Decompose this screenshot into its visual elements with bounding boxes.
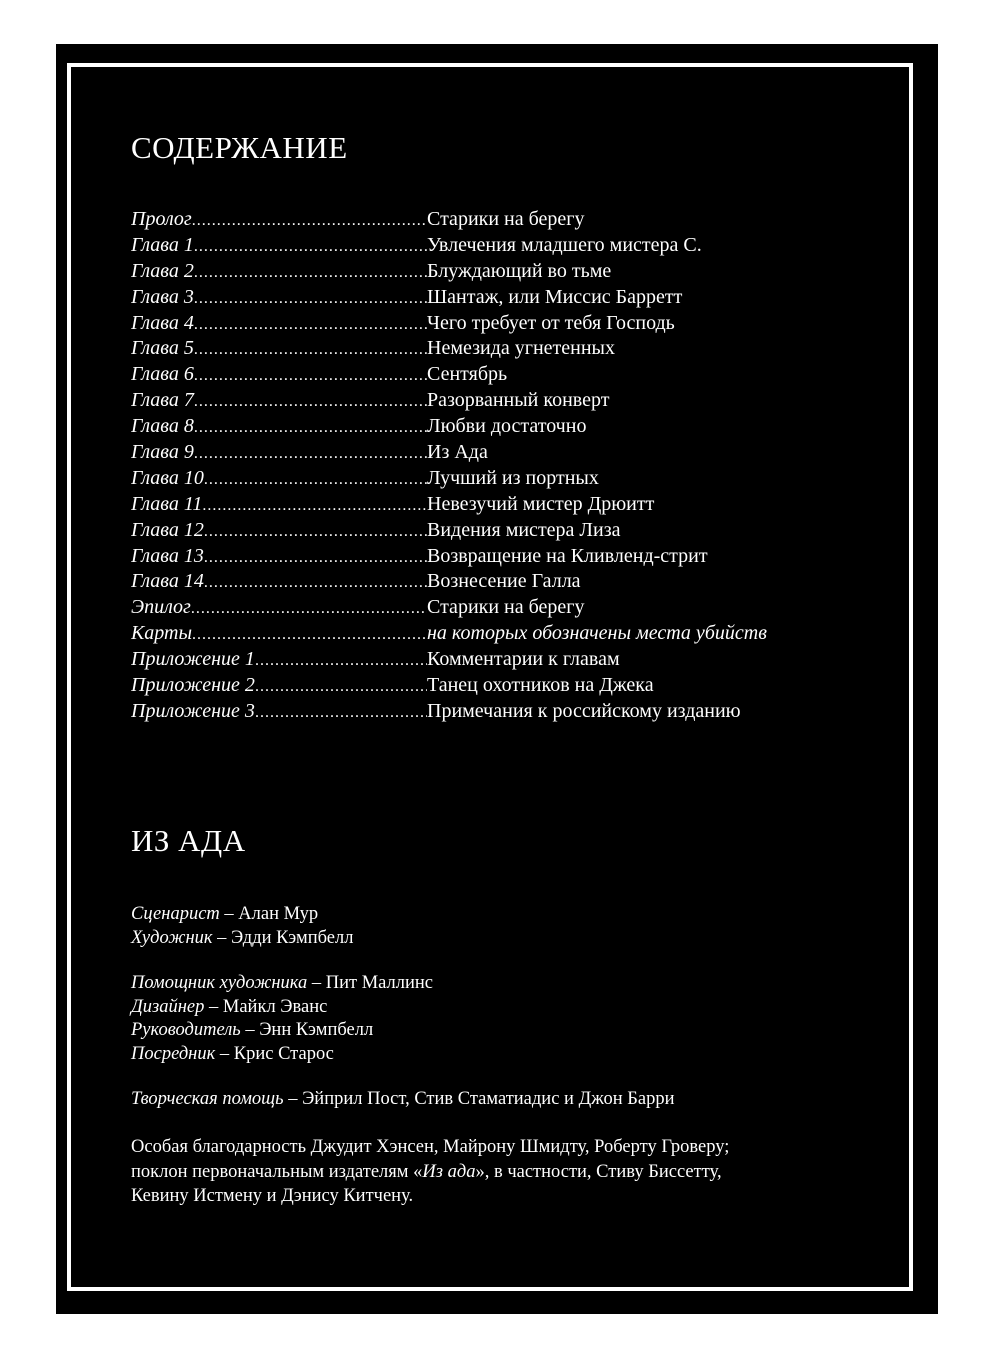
toc-entry-label: Глава 10 [131,466,204,489]
toc-entry-label: Глава 13 [131,544,204,567]
toc-entry-left [131,337,427,360]
toc-entry [131,519,871,545]
thanks-line-2: поклон первоначальным издателям «Из ада», в частности, Стиву Биссетту, [131,1161,722,1182]
toc-heading: СОДЕРЖАНИЕ [131,130,348,165]
toc-entry-left [131,415,427,438]
toc-entry [131,337,871,363]
toc-entry-left [131,493,427,516]
toc-entry-title: Примечания к российскому изданию [427,699,741,722]
toc-leader-dots [194,341,427,359]
toc-entry-title: Лучший из портных [427,466,599,489]
toc-entry-left [131,208,427,231]
toc-leader-dots [255,678,427,696]
toc-leader-dots [204,574,427,592]
toc-entry [131,700,871,726]
thanks-line-1: Особая благодарность Джудит Хэнсен, Майрону Шмидту, Роберту Гроверу; [131,1137,730,1157]
toc-entry-title: Видения мистера Лиза [427,518,621,541]
table-of-contents [131,208,871,726]
toc-entry-label: Карты [131,622,193,645]
toc-entry [131,208,871,234]
book-title: Из ада [422,1161,476,1182]
toc-leader-dots [194,316,427,334]
credit-creative-help: Творческая помощь – Эйприл Пост, Стив Стаматиадис и Джон Барри [131,1089,675,1109]
toc-entry-label: Глава 14 [131,570,204,593]
credits-staff [131,972,433,1066]
toc-entry-title: Чего требует от тебя Господь [427,311,675,334]
toc-entry [131,467,871,493]
toc-leader-dots [204,549,427,567]
toc-leader-dots [204,523,427,541]
toc-entry-title: Старики на берегу [427,208,585,230]
toc-entry-label: Глава 9 [131,441,194,464]
toc-entry-left [131,312,427,335]
toc-entry [131,545,871,571]
toc-entry [131,363,871,389]
toc-entry-left [131,467,427,490]
toc-leader-dots [255,704,427,722]
toc-entry-title: Любви достаточно [427,415,587,438]
toc-leader-dots [194,238,427,256]
thanks-line-3: Кевину Истмену и Дэнису Китчену. [131,1186,414,1206]
toc-entry-left [131,700,427,723]
toc-entry-left [131,260,427,283]
toc-entry-left [131,674,427,697]
toc-entry-label: Пролог [131,208,192,230]
toc-entry-title: Немезида угнетенных [427,337,615,360]
toc-entry-left [131,648,427,671]
toc-entry-left [131,286,427,309]
toc-entry [131,286,871,312]
toc-entry [131,234,871,260]
toc-entry-label: Глава 2 [131,259,194,282]
credit-agent: Посредник – Крис Старос [131,1043,334,1064]
toc-entry [131,415,871,441]
toc-entry-left [131,545,427,568]
toc-entry-label: Глава 11 [131,492,203,515]
credits-creative [131,1088,675,1112]
credit-artist: Художник – Эдди Кэмпбелл [131,927,354,948]
toc-entry-label: Глава 8 [131,415,194,438]
toc-entry-label: Глава 6 [131,363,194,386]
toc-entry-left [131,363,427,386]
toc-leader-dots [192,626,427,644]
credit-designer: Дизайнер – Майкл Эванс [131,996,328,1017]
toc-leader-dots [194,393,427,411]
credit-manager: Руководитель – Энн Кэмпбелл [131,1020,374,1040]
toc-leader-dots [194,264,427,282]
toc-entry-left [131,622,427,645]
toc-entry [131,622,871,648]
toc-leader-dots [194,290,427,308]
toc-entry-title: Старики на берегу [427,596,585,619]
toc-entry-left [131,389,427,412]
toc-entry-label: Глава 7 [131,389,194,412]
toc-entry-label: Глава 12 [131,518,204,541]
toc-entry-title: Вознесение Галла [427,570,581,593]
toc-leader-dots [194,367,427,385]
toc-leader-dots [194,419,427,437]
toc-entry-label: Глава 1 [131,233,194,256]
toc-entry-label: Приложение 3 [131,699,255,722]
toc-entry-label: Эпилог [131,596,191,619]
credit-assistant: Помощник художника – Пит Маллинс [131,973,434,993]
toc-entry [131,312,871,338]
toc-entry-title: Комментарии к главам [427,648,620,671]
toc-entry-title: на которых обозначены места убийств [427,622,767,645]
toc-entry-left [131,441,427,464]
credits-main [131,903,353,950]
toc-entry-label: Глава 3 [131,285,194,308]
toc-entry-title: Из Ада [427,441,488,464]
toc-entry [131,260,871,286]
toc-entry-title: Возвращение на Кливленд-стрит [427,544,708,567]
credits-thanks [131,1135,729,1209]
credits-heading: ИЗ АДА [131,823,246,858]
toc-entry [131,648,871,674]
toc-entry-title: Невезучий мистер Дрюитт [427,492,655,515]
toc-leader-dots [191,600,427,618]
toc-leader-dots [192,212,427,230]
toc-entry [131,570,871,596]
toc-entry-title: Шантаж, или Миссис Барретт [427,285,683,308]
toc-entry [131,389,871,415]
toc-leader-dots [255,652,427,670]
toc-entry-label: Приложение 2 [131,674,255,697]
toc-entry-left [131,234,427,257]
toc-entry-left [131,596,427,619]
toc-entry-title: Сентябрь [427,363,508,386]
toc-entry-label: Глава 4 [131,311,194,334]
toc-entry-title: Блуждающий во тьме [427,259,612,282]
toc-leader-dots [204,471,427,489]
toc-entry-left [131,570,427,593]
toc-entry [131,493,871,519]
toc-entry-title: Увлечения младшего мистера С. [427,233,702,256]
toc-entry-label: Глава 5 [131,337,194,360]
toc-entry-title: Разорванный конверт [427,389,610,412]
credit-writer: Сценарист – Алан Мур [131,904,319,924]
toc-leader-dots [194,445,427,463]
toc-entry-title: Танец охотников на Джека [427,674,654,697]
toc-entry [131,596,871,622]
toc-entry [131,441,871,467]
toc-entry-left [131,519,427,542]
toc-entry-label: Приложение 1 [131,648,255,671]
toc-entry [131,674,871,700]
toc-leader-dots [202,497,427,515]
